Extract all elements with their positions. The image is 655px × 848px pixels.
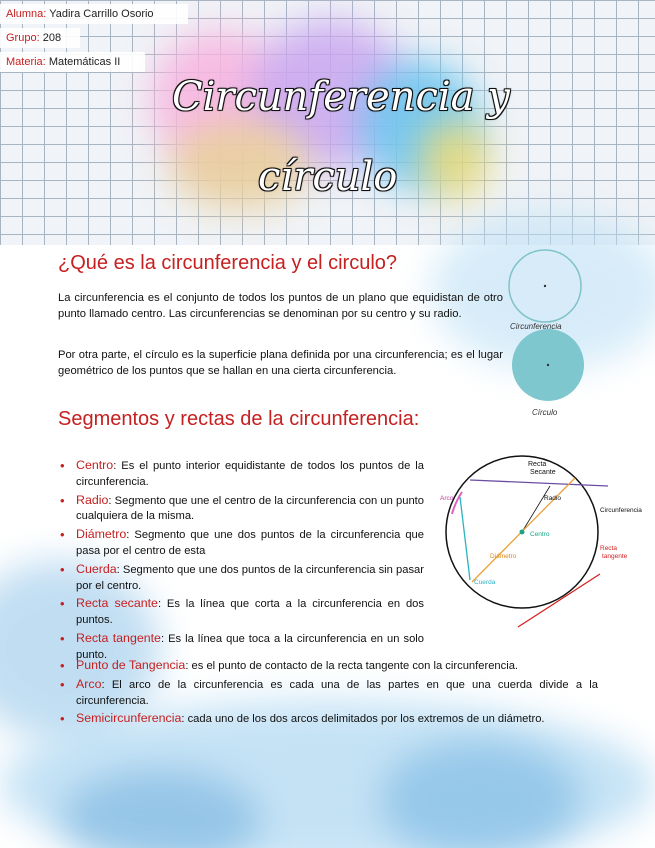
fig-label-circulo: Círculo xyxy=(532,408,558,417)
list-item xyxy=(76,711,598,728)
page-title-line1: Circunferencia y xyxy=(172,74,510,120)
definition: : Segmento que une dos puntos de la circunferencia sin pasar por el centro. xyxy=(76,563,424,592)
segments-list-part2 xyxy=(76,658,598,730)
term-recta-secante: Recta secante xyxy=(76,596,158,611)
definition: : Es la línea que corta a la circunferencia en dos puntos. xyxy=(76,598,424,627)
student-label: Alumna: xyxy=(6,8,47,20)
definition: : cada uno de los dos arcos delimitados por los extremos de un diámetro. xyxy=(181,713,545,726)
paragraph-circunferencia: La circunferencia es el conjunto de todos los puntos de un plano que equidistan de otro punto llamado centro. Las circunferencias se denominan por su centro y su radio. xyxy=(58,292,503,321)
definition: : Segmento que une dos puntos de la circunferencia que pasa por el centro de esta xyxy=(76,529,424,557)
list-item xyxy=(76,658,598,675)
term-cuerda: Cuerda xyxy=(76,561,117,576)
student-line xyxy=(0,4,188,24)
term-punto-tangencia: Punto de Tangencia xyxy=(76,658,186,672)
paragraph-circulo: Por otra parte, el círculo es la superficie plana definida por una circunferencia; es el lugar geométrico de los puntos que se hallan en una cierta circunferencia. xyxy=(58,349,503,378)
center-dot xyxy=(547,364,549,366)
definition: : es el punto de contacto de la recta tangente con la circunferencia. xyxy=(185,660,519,672)
segments-list-part1 xyxy=(76,458,424,666)
section1-heading: ¿Qué es la circunferencia y el circulo? xyxy=(58,252,398,274)
fig-label-circunferencia: Circunferencia xyxy=(510,322,562,331)
term-arco: Arco xyxy=(76,676,102,691)
term-recta-tangente: Recta tangente xyxy=(76,630,161,645)
label-recta-tangente: Recta tangente xyxy=(600,545,628,560)
list-item xyxy=(76,596,424,629)
label-diametro: Diámetro xyxy=(490,553,517,560)
group-value: 208 xyxy=(42,32,62,44)
page-title-line2: círculo xyxy=(258,154,398,200)
label-radio: Radio xyxy=(544,495,561,502)
term-radio: Radio xyxy=(76,492,109,507)
label-centro: Centro xyxy=(530,531,550,538)
group-line xyxy=(0,28,80,48)
list-item xyxy=(76,677,598,710)
list-item xyxy=(76,527,424,560)
label-arco: Arco xyxy=(440,495,454,502)
circle-figures xyxy=(505,248,605,423)
term-diametro: Diámetro xyxy=(76,527,127,542)
student-name: Yadira Carrillo Osorio xyxy=(49,8,154,20)
label-circunferencia: Circunferencia xyxy=(600,507,642,514)
definition: : Es el punto interior equidistante de todos los puntos de la circunferencia. xyxy=(76,460,424,488)
list-item xyxy=(76,458,424,491)
center-dot xyxy=(520,530,525,535)
definition: : Segmento que une el centro de la circunferencia con un punto cualquiera de la misma. xyxy=(76,494,424,523)
list-item xyxy=(76,493,424,526)
group-label: Grupo: xyxy=(6,32,40,44)
term-centro: Centro xyxy=(76,458,114,472)
subject-label: Materia: xyxy=(6,56,46,68)
definition: : El arco de la circunferencia es cada una de las partes en que una cuerda divide a la circunferencia. xyxy=(76,678,598,707)
center-dot xyxy=(544,285,546,287)
subject-line xyxy=(0,52,145,72)
circle-elements-diagram xyxy=(440,452,650,632)
term-semicircunferencia: Semicircunferencia xyxy=(76,711,182,726)
label-cuerda: Cuerda xyxy=(474,579,496,586)
watercolor-blob xyxy=(380,740,580,848)
subject-value: Matemáticas II xyxy=(48,56,121,68)
definition: : Es la línea que toca a la circunferencia en un solo punto. xyxy=(76,632,424,661)
section2-heading: Segmentos y rectas de la circunferencia: xyxy=(58,408,420,430)
list-item xyxy=(76,562,424,595)
label-recta-secante: Recta Secante xyxy=(528,461,556,476)
watercolor-blob xyxy=(420,120,490,200)
